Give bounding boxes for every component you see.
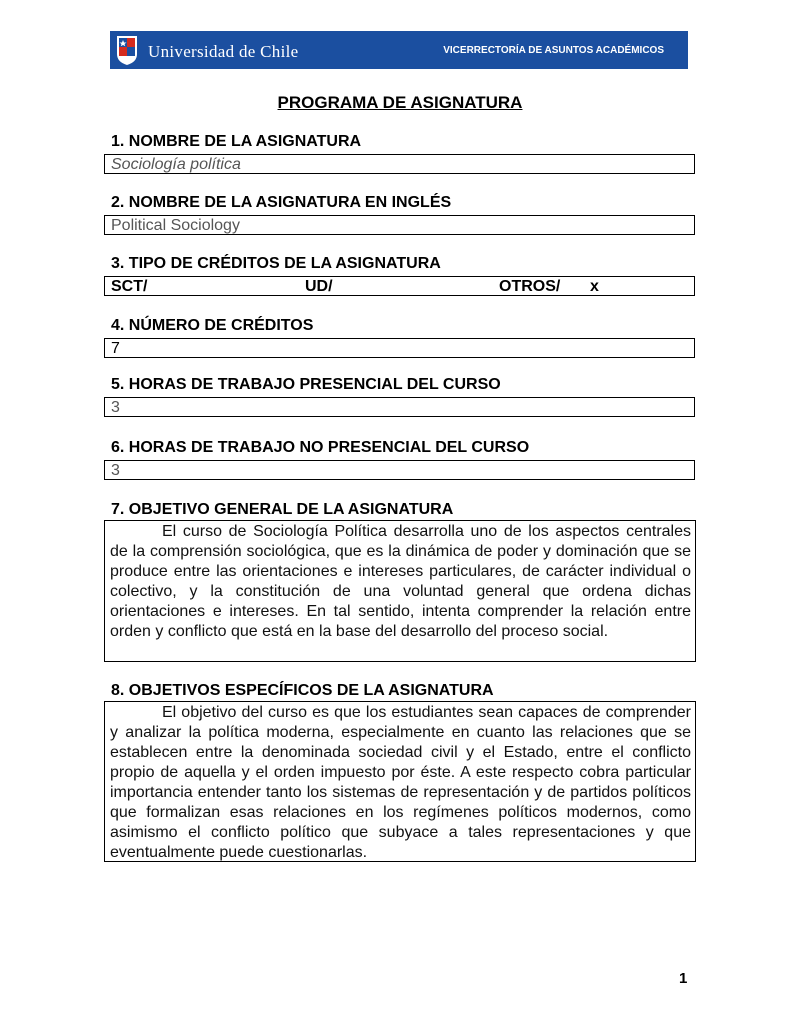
vicerrectoria-label: VICERRECTORÍA DE ASUNTOS ACADÉMICOS [443,45,664,56]
presential-hours-field: 3 [104,397,695,417]
general-objective-text: El curso de Sociología Política desarrolla uno de los aspectos centrales de la comprensión sociológica, que es la dinámica de poder y dominación que se produce entre las orientaciones e intereses particulares, de carácter individual o colectivo, y la constitución de una voluntad general que ordena dichas orientaciones e intereses. En tal sentido, intenta comprender la relación entre orden y conflicto que está en la base del desarrollo del proceso social. [104,520,696,662]
header-banner [110,31,688,69]
section-8-heading: 8. OBJETIVOS ESPECÍFICOS DE LA ASIGNATURA [111,682,494,699]
specific-objectives-text: El objetivo del curso es que los estudiantes sean capaces de comprender y analizar la política moderna, especialmente en cuanto las relaciones que se establecen entre la denominada sociedad civil y el Estado, entre el conflicto propio de aquella y el orden impuesto por éste. A este respecto cobra particular importancia entender tanto los sistemas de representación y de partidos políticos que formalizan esas relaciones en los regímenes políticos modernos, como asimismo el conflicto político que subyace a tales representaciones y que eventualmente puede cuestionarlas. [104,701,696,862]
section-7-heading: 7. OBJETIVO GENERAL DE LA ASIGNATURA [111,501,454,518]
course-name-english-field: Political Sociology [104,215,695,235]
page-number: 1 [679,970,688,987]
section-4-heading: 4. NÚMERO DE CRÉDITOS [111,317,314,334]
credit-type-sct: SCT/ [111,278,148,295]
course-name-field: Sociología política [104,154,695,174]
section-3-heading: 3. TIPO DE CRÉDITOS DE LA ASIGNATURA [111,255,441,272]
section-5-heading: 5. HORAS DE TRABAJO PRESENCIAL DEL CURSO [111,376,501,393]
section-6-heading: 6. HORAS DE TRABAJO NO PRESENCIAL DEL CURSO [111,439,530,456]
university-crest-icon [115,34,139,66]
non-presential-hours-field: 3 [104,460,695,480]
credit-type-otros: OTROS/ [499,278,561,295]
section-2-heading: 2. NOMBRE DE LA ASIGNATURA EN INGLÉS [111,194,452,211]
credit-number-field: 7 [104,338,695,358]
credit-type-mark: x [590,278,599,295]
page-title: PROGRAMA DE ASIGNATURA [277,93,523,112]
credit-type-ud: UD/ [305,278,333,295]
credit-type-field [104,276,695,296]
university-name: Universidad de Chile [148,42,299,61]
section-1-heading: 1. NOMBRE DE LA ASIGNATURA [111,133,362,150]
